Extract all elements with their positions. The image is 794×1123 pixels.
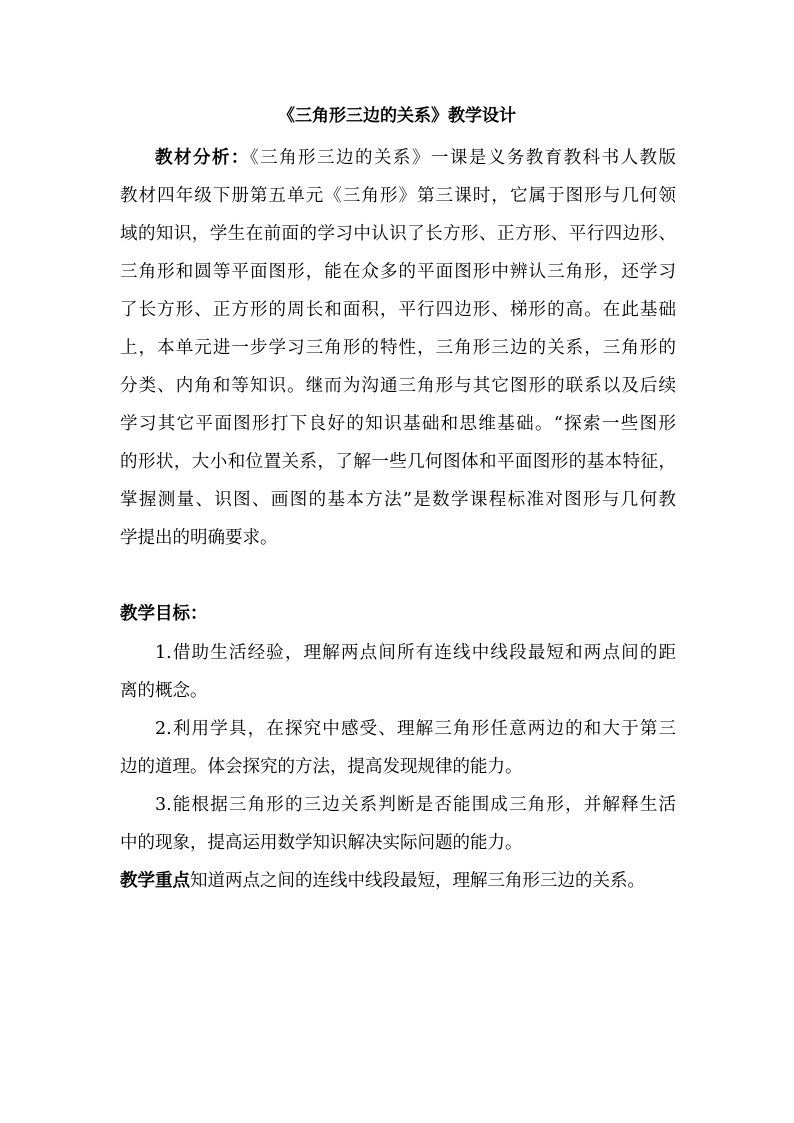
- analysis-line-3: 域的知识，学生在前面的学习中认识了长方形、正方形、平行四边形、: [120, 224, 676, 244]
- analysis-line-4: 三角形和圆等平面图形，能在众多的平面图形中辨认三角形，还学习: [120, 262, 676, 282]
- analysis-line-10: 掌握测量、识图、画图的基本方法”是数学课程标准对图形与几何教: [120, 490, 676, 510]
- key-point-text: 知道两点之间的连线中线段最短，理解三角形三边的关系。: [190, 871, 645, 891]
- objective-1-line-1: 1.借助生活经验，理解两点间所有连线中线段最短和两点间的距: [155, 643, 676, 663]
- analysis-line-11: 学提出的明确要求。: [120, 528, 278, 548]
- page-title: 《三角形三边的关系》教学设计: [278, 106, 516, 126]
- objective-1-line-2: 离的概念。: [120, 681, 208, 701]
- analysis-line-5: 了长方形、正方形的周长和面积，平行四边形、梯形的高。在此基础: [120, 300, 676, 320]
- objectives-heading: 教学目标：: [120, 604, 208, 624]
- analysis-line-2: 教材四年级下册第五单元《三角形》第三课时，它属于图形与几何领: [120, 186, 676, 206]
- key-point-line: [120, 869, 676, 893]
- analysis-line-8: 学习其它平面图形打下良好的知识基础和思维基础。“探索一些图形: [120, 414, 676, 434]
- objective-2-line-1: 2.利用学具，在探究中感受、理解三角形任意两边的和大于第三: [155, 719, 676, 739]
- analysis-line-1: 教材分析：《三角形三边的关系》一课是义务教育教科书人教版: [155, 148, 677, 168]
- objective-3-line-2: 中的现象，提高运用数学知识解决实际问题的能力。: [120, 833, 523, 853]
- analysis-line-6: 上，本单元进一步学习三角形的特性，三角形三边的关系，三角形的: [120, 338, 676, 358]
- analysis-line-9: 的形状，大小和位置关系，了解一些几何图体和平面图形的基本特征，: [120, 452, 676, 472]
- objective-3-line-1: 3.能根据三角形的三边关系判断是否能围成三角形，并解释生活: [155, 795, 676, 815]
- analysis-label: 教材分析：: [155, 148, 250, 168]
- objective-2-line-2: 边的道理。体会探究的方法，提高发现规律的能力。: [120, 757, 523, 777]
- key-point-label: 教学重点: [120, 871, 190, 891]
- analysis-line-7: 分类、内角和等知识。继而为沟通三角形与其它图形的联系以及后续: [120, 376, 676, 396]
